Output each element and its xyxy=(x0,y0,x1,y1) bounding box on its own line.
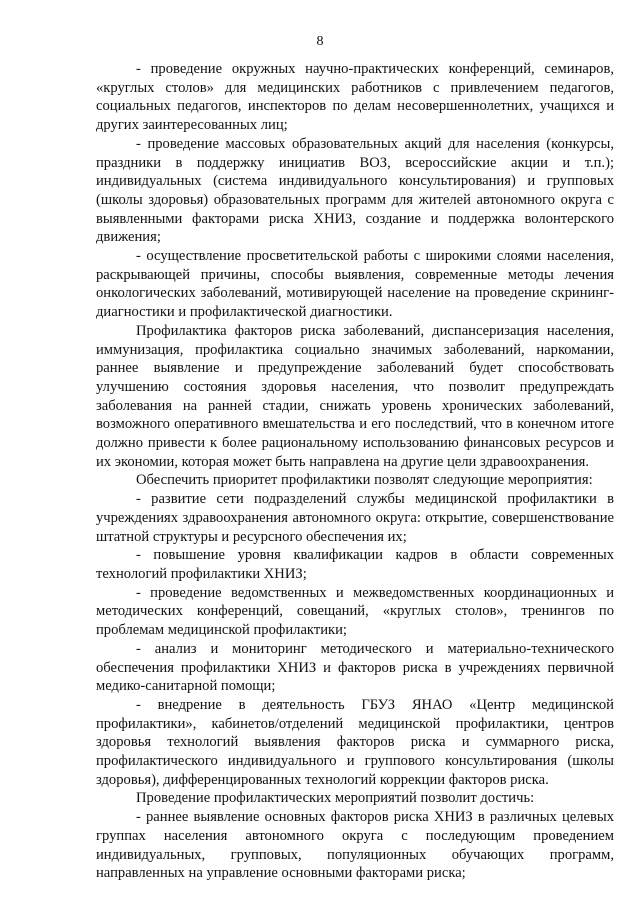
paragraph: - проведение массовых образовательных акций для населения (конкурсы, праздники в поддержку инициатив ВОЗ, всероссийские акции и т.п.); индивидуальных (система индивидуального консультирования) и групповых (школы здоровья) образовательных программ для жителей автономного округа с выявленными факторами риска ХНИЗ, создание и поддержка волонтерского движения; xyxy=(96,135,614,246)
paragraph: - повышение уровня квалификации кадров в области современных технологий профилактики ХНИЗ; xyxy=(96,547,614,582)
paragraph: - проведение ведомственных и межведомственных координационных и методических конференций, совещаний, «круглых столов», тренингов по проблемам медицинской профилактики; xyxy=(96,584,614,639)
page-number: 8 xyxy=(316,34,324,49)
paragraph: - проведение окружных научно-практических конференций, семинаров, «круглых столов» для медицинских работников с привлечением педагогов, социальных педагогов, инспекторов по делам несовершеннолетних, учащихся и других заинтересованных лиц; xyxy=(96,61,614,134)
paragraph: - внедрение в деятельность ГБУЗ ЯНАО «Центр медицинской профилактики», кабинетов/отделений медицинской профилактики, центров здоровья технологий выявления факторов риска и суммарного риска, профилактического индивидуального и группового консультирования (школы здоровья), дифференцированных технологий коррекции факторов риска. xyxy=(96,696,614,788)
paragraph: - анализ и мониторинг методического и материально-технического обеспечения профилактики ХНИЗ и факторов риска в учреждениях первичной медико-санитарной помощи; xyxy=(96,640,614,695)
paragraph: Профилактика факторов риска заболеваний, диспансеризация населения, иммунизация, профилактика социально значимых заболеваний, наркомании, раннее выявление и предупреждение заболеваний будет способствовать улучшению состояния здоровья населения, что позволит предупреждать заболевания на ранней стадии, снижать уровень хронических заболеваний, возможного оперативного вмешательства и его последствий, что в конечном итоге должно привести к более рациональному использованию финансовых ресурсов и их экономии, которая может быть направлена на другие цели здравоохранения. xyxy=(96,322,614,470)
paragraph: - развитие сети подразделений службы медицинской профилактики в учреждениях здравоохранения автономного округа: открытие, совершенствование штатной структуры и ресурсного обеспечения их; xyxy=(96,491,614,545)
paragraph: - раннее выявление основных факторов риска ХНИЗ в различных целевых группах населения автономного округа с последующим проведением индивидуальных, групповых, популяционных обучающих программ, направленных на управление основными факторами риска; xyxy=(96,809,614,882)
paragraph: Проведение профилактических мероприятий позволит достичь: xyxy=(136,790,535,807)
paragraph: - осуществление просветительской работы с широкими слоями населения, раскрывающей причины, способы выявления, современные методы лечения онкологических заболеваний, мотивирующей население на проведение скрининг-диагностики и профилактической диагностики. xyxy=(96,248,614,321)
paragraph: Обеспечить приоритет профилактики позволят следующие мероприятия: xyxy=(136,472,593,489)
document-body xyxy=(96,60,614,883)
